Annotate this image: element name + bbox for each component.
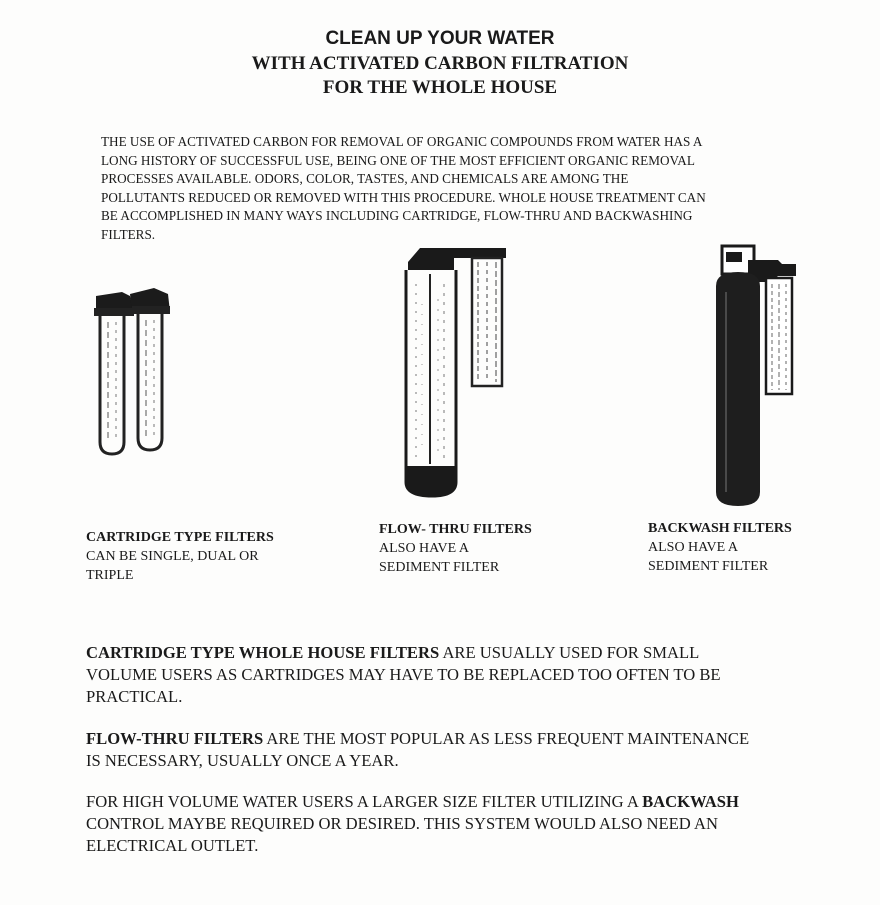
intro-line: LONG HISTORY OF SUCCESSFUL USE, BEING ONE OF THE MOST EFFICIENT ORGANIC REMOVAL — [101, 152, 695, 168]
flowthru-paragraph-line: IS NECESSARY, USUALLY ONCE A YEAR. — [86, 751, 399, 770]
caption-line: ALSO HAVE A — [648, 540, 738, 555]
intro-line: FILTERS. — [101, 226, 156, 242]
intro-paragraph — [101, 133, 821, 245]
backwash-filter-icon — [708, 242, 808, 508]
caption-heading: CARTRIDGE TYPE FILTERS — [86, 530, 274, 545]
cartridge-paragraph-text: ARE USUALLY USED FOR SMALL — [439, 643, 700, 662]
intro-line: PROCESSES AVAILABLE. ODORS, COLOR, TASTES, AND CHEMICALS ARE AMONG THE — [101, 171, 629, 187]
backwash-paragraph-line: CONTROL MAYBE REQUIRED OR DESIRED. THIS SYSTEM WOULD ALSO NEED AN — [86, 814, 718, 833]
backwash-paragraph-line: ELECTRICAL OUTLET. — [86, 836, 259, 855]
caption-line: ALSO HAVE A — [379, 541, 469, 556]
cartridge-paragraph-bold: CARTRIDGE TYPE WHOLE HOUSE FILTERS — [86, 643, 440, 662]
caption-line: TRIPLE — [86, 568, 134, 583]
flow-thru-filter-icon — [392, 244, 512, 500]
flowthru-paragraph-text: ARE THE MOST POPULAR AS LESS FREQUENT MAINTENANCE — [263, 729, 750, 748]
page-title-line-3: FOR THE WHOLE HOUSE — [322, 77, 558, 98]
caption-heading: BACKWASH FILTERS — [648, 521, 792, 536]
flowthru-paragraph-bold: FLOW-THRU FILTERS — [86, 729, 264, 748]
page-title-line-1: CLEAN UP YOUR WATER — [325, 28, 555, 49]
cartridge-paragraph — [86, 642, 846, 708]
cartridge-paragraph-line: PRACTICAL. — [86, 687, 183, 706]
backwash-paragraph-text: FOR HIGH VOLUME WATER USERS A LARGER SIZE FILTER UTILIZING A — [86, 792, 643, 811]
dual-cartridge-filter-icon — [82, 282, 177, 462]
caption-line: SEDIMENT FILTER — [648, 559, 769, 574]
intro-line: BE ACCOMPLISHED IN MANY WAYS INCLUDING CARTRIDGE, FLOW-THRU AND BACKWASHING — [101, 208, 693, 224]
page-title-line-2: WITH ACTIVATED CARBON FILTRATION — [251, 53, 629, 74]
intro-line: POLLUTANTS REDUCED OR REMOVED WITH THIS PROCEDURE. WHOLE HOUSE TREATMENT CAN — [101, 189, 706, 205]
caption-line: CAN BE SINGLE, DUAL OR — [86, 549, 259, 564]
cartridge-paragraph-line: VOLUME USERS AS CARTRIDGES MAY HAVE TO BE REPLACED TOO OFTEN TO BE — [86, 665, 721, 684]
flowthru-caption — [379, 520, 532, 577]
flowthru-paragraph — [86, 728, 846, 772]
backwash-paragraph — [86, 791, 846, 857]
caption-heading: FLOW- THRU FILTERS — [379, 522, 532, 537]
intro-line: THE USE OF ACTIVATED CARBON FOR REMOVAL OF ORGANIC COMPOUNDS FROM WATER HAS A — [101, 134, 703, 149]
cartridge-caption — [86, 528, 274, 585]
backwash-paragraph-bold: BACKWASH — [642, 792, 739, 811]
caption-line: SEDIMENT FILTER — [379, 560, 500, 575]
backwash-caption — [648, 519, 792, 576]
